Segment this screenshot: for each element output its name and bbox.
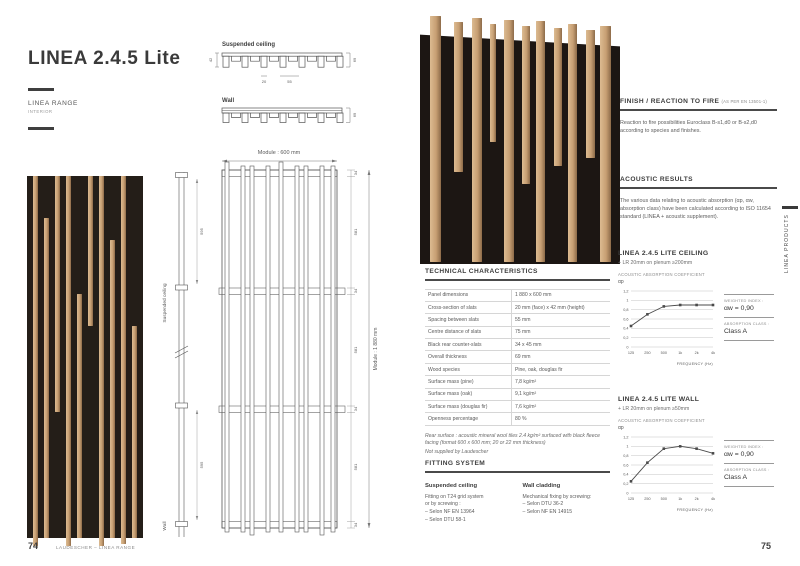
svg-text:1k: 1k — [678, 497, 683, 501]
info-rule — [724, 294, 774, 295]
acoustic-heading: ACOUSTIC RESULTS — [620, 176, 693, 183]
table-label: Cross-section of slats — [425, 302, 512, 313]
product-photo-right — [420, 8, 620, 264]
wood-slat — [44, 218, 49, 538]
table-value: 7,6 kg/m² — [514, 403, 537, 410]
technical-rule — [425, 279, 610, 281]
dimension-label: 34 — [353, 522, 358, 528]
wall-label: Wall — [222, 98, 235, 104]
table-label: Openness percentage — [425, 413, 512, 424]
table-row — [425, 339, 610, 351]
dimension-label: 581 — [353, 346, 358, 354]
fitting-columns — [425, 483, 610, 526]
table-row — [425, 413, 610, 425]
table-row — [425, 327, 610, 339]
table-label: Surface mass (douglas fir) — [425, 401, 512, 412]
table-row — [425, 302, 610, 314]
wood-slat — [121, 176, 126, 544]
absorption-chart — [618, 286, 718, 372]
wood-slat — [600, 26, 611, 262]
fitting-heading: FITTING SYSTEM — [425, 460, 486, 467]
svg-text:0,8: 0,8 — [623, 308, 629, 313]
table-row — [425, 314, 610, 326]
info-rule — [724, 340, 774, 341]
table-row — [425, 364, 610, 376]
dimension-label: 595 — [199, 461, 204, 469]
table-row — [425, 389, 610, 401]
fitting-section — [425, 460, 610, 525]
wood-slat — [490, 24, 496, 142]
table-row — [425, 376, 610, 388]
technical-table-body — [425, 289, 610, 426]
svg-text:0: 0 — [626, 491, 629, 496]
chart-title: LINEA 2.4.5 LITE WALL — [618, 396, 700, 403]
info-rule — [724, 317, 774, 318]
dimension-label: 55 — [287, 79, 292, 84]
svg-text:0,4: 0,4 — [623, 326, 629, 331]
info-rule — [724, 440, 774, 441]
svg-text:1k: 1k — [678, 351, 683, 355]
svg-text:0,6: 0,6 — [623, 463, 629, 468]
table-row — [425, 401, 610, 413]
side-tab-rule — [782, 206, 798, 209]
module-width-label: Module : 600 mm — [257, 150, 301, 156]
chart-ylabel: αp — [618, 425, 624, 431]
svg-text:1: 1 — [626, 444, 629, 449]
table-value: 75 mm — [514, 329, 531, 336]
svg-text:1,2: 1,2 — [623, 289, 629, 294]
info-rule — [724, 463, 774, 464]
wood-slat — [132, 326, 137, 538]
wood-slat — [77, 294, 82, 538]
wood-slat — [430, 16, 441, 262]
range-rule — [28, 127, 54, 130]
chart-info — [724, 294, 774, 341]
wood-slat — [88, 176, 93, 326]
table-value: Pine, oak, douglas fir — [514, 366, 563, 373]
weighted-index-value: αw = 0,90 — [724, 305, 754, 312]
side-tab-label: LINEA PRODUCTS — [784, 214, 790, 274]
table-value: 55 mm — [514, 317, 531, 324]
fitting-rule — [425, 471, 610, 473]
fitting-line: – Selon DTU 36-2 — [522, 501, 564, 508]
fitting-line: Fitting on T24 grid system — [425, 493, 484, 500]
wood-slat — [536, 21, 545, 262]
svg-text:0,2: 0,2 — [623, 336, 629, 341]
acoustic-body: The various data relating to acoustic absorption (αp, αw, absorption class) have been calculated according to ISO 11654 standard (LINEA + acoustic supplement). — [620, 197, 771, 221]
table-value: 9,1 kg/m² — [514, 391, 537, 398]
range-label: LINEA RANGE — [28, 100, 78, 107]
svg-text:0,2: 0,2 — [623, 482, 629, 487]
wood-slat — [454, 22, 463, 172]
technical-section — [425, 268, 610, 457]
svg-text:4k: 4k — [710, 351, 716, 355]
table-label: Surface mass (oak) — [425, 389, 512, 400]
table-label: Centre distance of slats — [425, 327, 512, 338]
chart-wall — [618, 396, 776, 518]
dimension-label: 69 — [352, 112, 357, 118]
wood-slat — [99, 176, 104, 546]
wood-slat — [586, 30, 595, 158]
chart-axis-caption: ACOUSTIC ABSORPTION COEFFICIENT — [618, 418, 705, 423]
wood-slat — [55, 176, 60, 412]
module-drawing — [155, 138, 395, 558]
table-label: Black rear counter-slats — [425, 339, 512, 350]
wood-slat — [554, 28, 562, 166]
fitting-column-title: Wall cladding — [522, 482, 561, 489]
table-label: Surface mass (pine) — [425, 376, 512, 387]
wood-slat — [522, 26, 530, 184]
dimension-label: 69 — [352, 57, 357, 63]
svg-text:2k: 2k — [694, 351, 699, 355]
svg-text:1: 1 — [626, 298, 629, 303]
fitting-line: – Selon NF EN 13964 — [425, 509, 475, 516]
fitting-column — [425, 483, 513, 526]
absorption-chart — [618, 432, 718, 518]
acoustic-section — [620, 176, 777, 222]
chart-axis-caption: ACOUSTIC ABSORPTION COEFFICIENT — [618, 272, 705, 277]
svg-text:500: 500 — [660, 497, 667, 501]
page-number-left: 74 — [28, 541, 39, 551]
chart-subtitle: + LR 20mm on plenum ≥50mm — [618, 406, 690, 412]
svg-text:0,4: 0,4 — [623, 472, 629, 477]
footer-text: LAUDESCHER – LINEA RANGE — [56, 545, 136, 550]
chart-ylabel: αp — [618, 279, 624, 285]
technical-note: Rear surface : acoustic mineral wool tiles 2.4 kg/m² surfaced with black fleece facing (format 600 x 600 mm; 20 or 22 mm thickness) — [425, 432, 600, 447]
fitting-line: or by screwing : — [425, 501, 461, 508]
dimension-label: 20 — [261, 79, 267, 84]
finish-standard: (AS PER EN 13501-1) — [721, 99, 767, 104]
profile-wall-label: Wall — [163, 521, 168, 531]
section-diagrams — [200, 36, 375, 148]
svg-text:250: 250 — [644, 497, 651, 501]
svg-text:1,2: 1,2 — [623, 435, 629, 440]
svg-text:2k: 2k — [694, 497, 699, 501]
table-value: 80 % — [514, 416, 527, 423]
svg-text:FREQUENCY (Hz): FREQUENCY (Hz) — [676, 508, 713, 512]
info-rule — [724, 486, 774, 487]
svg-text:125: 125 — [627, 497, 635, 501]
dimension-label: 595 — [199, 228, 204, 235]
fitting-line: – Selon DTU 58-1 — [425, 517, 466, 524]
svg-text:0,6: 0,6 — [623, 317, 629, 322]
table-value: 7,8 kg/m² — [514, 378, 537, 385]
dimension-label: 42 — [208, 57, 213, 63]
svg-text:FREQUENCY (Hz): FREQUENCY (Hz) — [676, 362, 713, 366]
fitting-line: – Selon NF EN 14915 — [522, 509, 573, 516]
range-sublabel: INTERIOR — [28, 109, 53, 114]
weighted-index-value: αw = 0,90 — [724, 451, 754, 458]
table-label: Panel dimensions — [425, 290, 512, 301]
page-title: LINEA 2.4.5 Lite — [28, 48, 181, 69]
weighted-index-label: WEIGHTED INDEX : — [724, 298, 764, 303]
wood-slat — [568, 24, 577, 262]
dimension-label: 34 — [353, 288, 358, 294]
table-row — [425, 290, 610, 302]
side-tab — [784, 214, 790, 292]
svg-text:125: 125 — [627, 351, 635, 355]
suspended-ceiling-label: Suspended ceiling — [222, 42, 276, 48]
absorption-class-label: ABSORPTION CLASS : — [724, 321, 770, 326]
table-row — [425, 351, 610, 363]
svg-text:4k: 4k — [710, 497, 716, 501]
wood-slat — [66, 176, 71, 546]
dimension-label: 34 — [353, 170, 358, 176]
finish-heading: FINISH / REACTION TO FIRE — [620, 98, 720, 105]
table-label: Spacing between slats — [425, 314, 512, 325]
absorption-class-label: ABSORPTION CLASS : — [724, 467, 770, 472]
acoustic-rule — [620, 187, 777, 189]
dimension-label: 581 — [353, 463, 358, 471]
svg-text:250: 250 — [644, 351, 651, 355]
technical-note-2: Not supplied by Laudescher — [425, 449, 489, 455]
dimension-label: 34 — [353, 406, 358, 412]
svg-text:500: 500 — [660, 351, 667, 355]
table-value: 1 880 x 600 mm — [514, 292, 552, 299]
wood-slat — [110, 240, 115, 538]
finish-rule — [620, 109, 777, 111]
page-number-right: 75 — [761, 541, 772, 551]
dimension-label: 581 — [353, 228, 358, 236]
table-value: 34 x 45 mm — [514, 341, 542, 348]
finish-section — [620, 98, 777, 135]
absorption-class-value: Class A — [724, 474, 748, 481]
product-photo-left — [27, 176, 143, 538]
wood-slat — [472, 18, 482, 262]
profile-suspended-ceiling-label: Suspended ceiling — [163, 283, 168, 323]
weighted-index-label: WEIGHTED INDEX : — [724, 444, 764, 449]
table-value: 69 mm — [514, 354, 531, 361]
chart-info — [724, 440, 774, 487]
table-value: 20 mm (face) x 42 mm (height) — [514, 304, 585, 311]
technical-heading: TECHNICAL CHARACTERISTICS — [425, 268, 538, 275]
finish-body: Reaction to fire possibilities Euroclass B-s1,d0 or B-s2,d0 according to species and finishes. — [620, 119, 757, 134]
module-height-label: Module : 1 880 mm — [373, 327, 379, 371]
absorption-class-value: Class A — [724, 328, 748, 335]
chart-title: LINEA 2.4.5 LITE CEILING — [618, 250, 709, 257]
wood-slat — [33, 176, 38, 546]
svg-text:0: 0 — [626, 345, 629, 350]
svg-text:0,8: 0,8 — [623, 454, 629, 459]
table-label: Wood species — [425, 364, 512, 375]
title-rule — [28, 88, 54, 91]
fitting-line: Mechanical fixing by screwing: — [522, 493, 592, 500]
chart-ceiling — [618, 250, 776, 372]
chart-subtitle: + LR 20mm on plenum ≥200mm — [618, 260, 693, 266]
table-label: Overall thickness — [425, 351, 512, 362]
wood-slat — [504, 20, 514, 262]
fitting-column — [523, 483, 611, 526]
fitting-column-title: Suspended ceiling — [425, 482, 478, 489]
